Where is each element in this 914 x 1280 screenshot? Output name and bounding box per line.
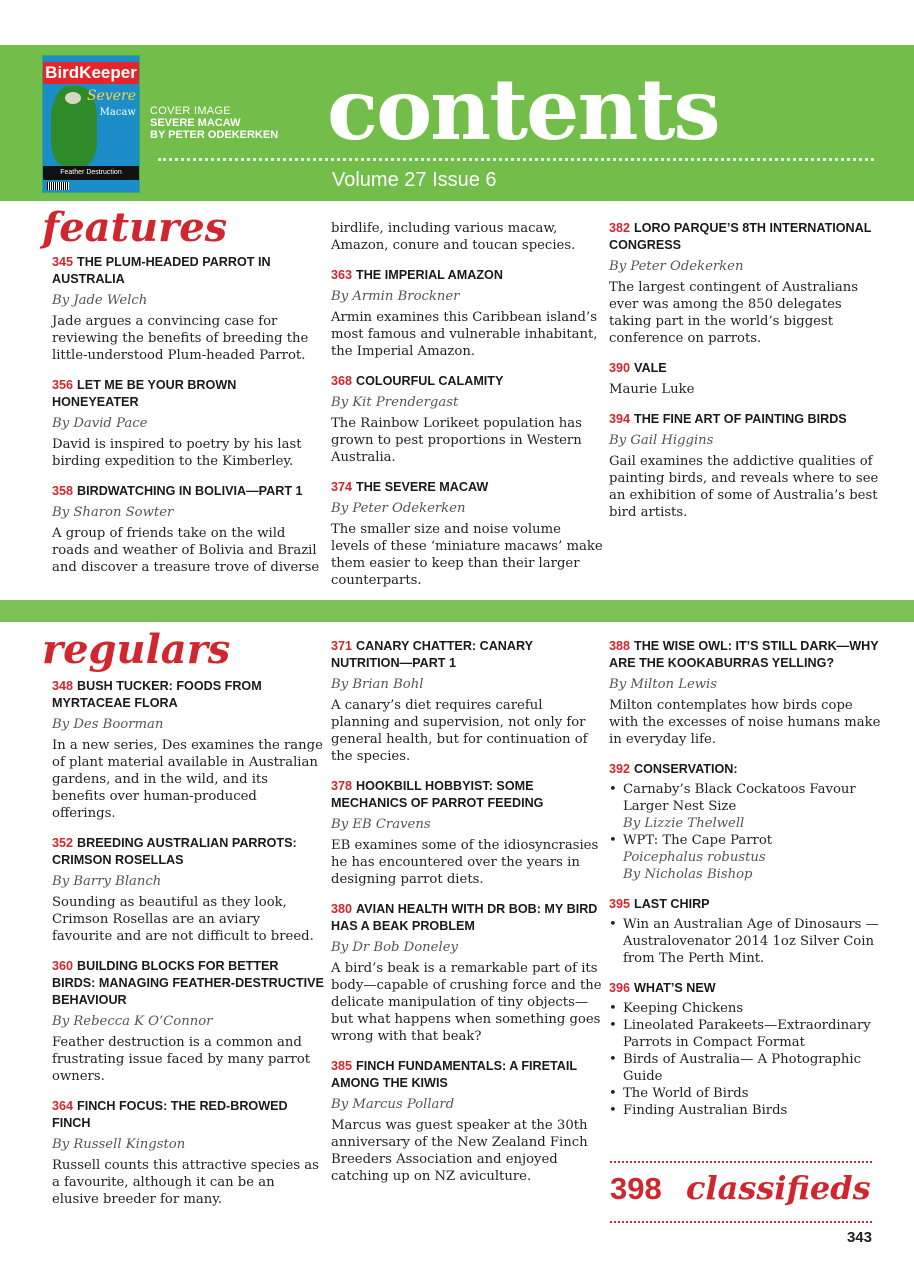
- entry-heading[interactable]: [331, 479, 603, 496]
- entry-title: THE FINE ART OF PAINTING BIRDS: [634, 412, 847, 426]
- bullet-text: Win an Australian Age of Dinosaurs —Australovenator 2014 1oz Silver Coin from The Perth Mint.: [623, 917, 879, 966]
- entry-page-number: 380: [331, 902, 353, 916]
- contents-entry[interactable]: [609, 638, 881, 748]
- entry-title: VALE: [634, 361, 667, 375]
- entry-description: A canary’s diet requires careful planning and supervision, not only for general health, but for continuation of the species.: [331, 698, 588, 764]
- contents-entry[interactable]: [52, 483, 324, 576]
- contents-entry[interactable]: [331, 267, 603, 360]
- entry-author: By Kit Prendergast: [331, 395, 459, 410]
- cover-subject: SEVERE MACAW: [150, 117, 241, 129]
- section-divider-band: [0, 600, 914, 622]
- bullet-item: [609, 781, 881, 832]
- entry-description: The smaller size and noise volume levels of these ‘miniature macaws’ make them easier to keep than their larger counterparts.: [331, 522, 603, 588]
- entry-page-number: 378: [331, 779, 353, 793]
- entry-page-number: 392: [609, 762, 631, 776]
- entry-page-number: 358: [52, 484, 74, 498]
- contents-entry[interactable]: [331, 638, 603, 765]
- entry-description: Russell counts this attractive species as a favourite, although it can be an elusive breeder for many.: [52, 1158, 319, 1207]
- entry-author: By Peter Odekerken: [331, 501, 466, 516]
- entry-title: CANARY CHATTER: CANARY NUTRITION—PART 1: [331, 639, 533, 670]
- bullet-text: Carnaby’s Black Cockatoos Favour Larger Nest Size: [623, 782, 856, 814]
- bullet-item: [609, 916, 881, 967]
- entry-heading[interactable]: [52, 958, 324, 1009]
- entry-page-number: 394: [609, 412, 631, 426]
- header-band: [0, 45, 914, 201]
- header-dotted-rule: [158, 158, 874, 161]
- entry-page-number: 360: [52, 959, 74, 973]
- entry-page-number: 368: [331, 374, 353, 388]
- entry-heading[interactable]: [52, 835, 324, 869]
- entry-author: By Sharon Sowter: [52, 505, 174, 520]
- entry-heading[interactable]: [52, 678, 324, 712]
- contents-entry[interactable]: [52, 958, 324, 1085]
- entry-title: HOOKBILL HOBBYIST: SOME MECHANICS OF PARROT FEEDING: [331, 779, 544, 810]
- contents-entry[interactable]: [609, 411, 881, 521]
- entry-author: By EB Cravens: [331, 817, 431, 832]
- classifieds-label: classifieds: [686, 1169, 871, 1207]
- contents-entry[interactable]: [609, 980, 881, 1119]
- entry-heading[interactable]: [52, 254, 324, 288]
- features-column-3: [609, 220, 881, 534]
- entry-heading[interactable]: [331, 267, 603, 284]
- contents-entry[interactable]: [52, 1098, 324, 1208]
- bullet-text: Lineolated Parakeets—Extraordinary Parrots in Compact Format: [623, 1018, 871, 1050]
- entry-author: By Dr Bob Doneley: [331, 940, 458, 955]
- contents-entry[interactable]: [331, 901, 603, 1045]
- entry-page-number: 374: [331, 480, 353, 494]
- bullet-item: [609, 1085, 881, 1102]
- entry-page-number: 352: [52, 836, 74, 850]
- entry-page-number: 396: [609, 981, 631, 995]
- entry-title: COLOURFUL CALAMITY: [356, 374, 504, 388]
- entry-description: David is inspired to poetry by his last birding expedition to the Kimberley.: [52, 437, 302, 469]
- entry-heading[interactable]: [609, 638, 881, 672]
- entry-author: By Brian Bohl: [331, 677, 424, 692]
- features-column-1: [52, 254, 324, 589]
- entry-page-number: 395: [609, 897, 631, 911]
- regulars-column-3: [609, 638, 881, 1132]
- entry-title: AVIAN HEALTH WITH DR BOB: MY BIRD HAS A BEAK PROBLEM: [331, 902, 598, 933]
- cover-masthead: BirdKeeper: [43, 62, 139, 84]
- entry-author: By David Pace: [52, 416, 148, 431]
- entry-author: By Armin Brockner: [331, 289, 460, 304]
- classifieds-page-number: 398: [610, 1171, 662, 1206]
- entry-page-number: 345: [52, 255, 74, 269]
- entry-description: Jade argues a convincing case for reviewing the benefits of breeding the little-understood Plum-headed Parrot.: [52, 314, 309, 363]
- entry-heading[interactable]: [331, 778, 603, 812]
- cover-strip: Feather Destruction: [43, 166, 139, 180]
- entry-description: Milton contemplates how birds cope with the excesses of noise humans make in everyday life.: [609, 698, 881, 747]
- entry-bullet-list: [609, 916, 881, 967]
- page-number: 343: [846, 1229, 872, 1246]
- cover-credit: BY PETER ODEKERKEN: [150, 129, 279, 141]
- entry-heading[interactable]: [331, 638, 603, 672]
- entry-description: Gail examines the addictive qualities of painting birds, and reveals where to see an exhibition of some of Australia’s best bird artists.: [609, 454, 879, 520]
- barcode-icon: [47, 182, 69, 190]
- entry-heading[interactable]: [609, 360, 881, 377]
- entry-title: CONSERVATION:: [634, 762, 738, 776]
- contents-entry[interactable]: [609, 220, 881, 347]
- entry-title: FINCH FOCUS: THE RED-BROWED FINCH: [52, 1099, 288, 1130]
- entry-author: By Barry Blanch: [52, 874, 162, 889]
- macaw-beak: [65, 92, 81, 104]
- entry-description: In a new series, Des examines the range of plant material available in Australian gardens, and in the wild, and its benefits over human-produced offerings.: [52, 738, 323, 821]
- bullet-text: Finding Australian Birds: [623, 1103, 788, 1118]
- page-title: contents: [327, 60, 719, 159]
- entry-heading[interactable]: [609, 980, 881, 997]
- bullet-text: Keeping Chickens: [623, 1001, 744, 1016]
- entry-page-number: 390: [609, 361, 631, 375]
- entry-description: A bird’s beak is a remarkable part of its body—capable of crushing force and the delicate manipulation of tiny objects—but what happens when something goes wrong with that beak?: [331, 961, 602, 1044]
- contents-entry[interactable]: [609, 360, 881, 398]
- entry-description: The largest contingent of Australians ever was among the 850 delegates taking part in the world’s biggest conference on parrots.: [609, 280, 859, 346]
- bullet-subtext: Poicephalus robustus: [623, 850, 766, 865]
- entry-title: BUILDING BLOCKS FOR BETTER BIRDS: MANAGING FEATHER-DESTRUCTIVE BEHAVIOUR: [52, 959, 324, 1007]
- entry-author: By Milton Lewis: [609, 677, 718, 692]
- contents-entry[interactable]: [609, 896, 881, 967]
- entry-title: LET ME BE YOUR BROWN HONEYEATER: [52, 378, 237, 409]
- entry-description: A group of friends take on the wild roads and weather of Bolivia and Brazil and discover a treasure trove of diverse: [52, 526, 320, 575]
- contents-entry[interactable]: [52, 678, 324, 822]
- contents-entry[interactable]: [331, 479, 603, 589]
- cover-headline: Severe: [86, 88, 136, 104]
- entry-heading[interactable]: [52, 377, 324, 411]
- entry-page-number: 371: [331, 639, 353, 653]
- regulars-column-1: [52, 678, 324, 1221]
- bullet-item: [609, 1000, 881, 1017]
- entry-bullet-list: [609, 781, 881, 883]
- entry-page-number: 348: [52, 679, 74, 693]
- regulars-column-2: [331, 638, 603, 1198]
- entry-heading[interactable]: [609, 896, 881, 913]
- bullet-item: [609, 1102, 881, 1119]
- entry-description: Marcus was guest speaker at the 30th anniversary of the New Zealand Finch Breeders Association and enjoyed catching up on NZ aviculture.: [331, 1118, 588, 1184]
- entry-description: Armin examines this Caribbean island’s most famous and vulnerable inhabitant, the Imperial Amazon.: [331, 310, 598, 359]
- entry-heading[interactable]: [52, 483, 324, 500]
- entry-page-number: 363: [331, 268, 353, 282]
- entry-title: FINCH FUNDAMENTALS: A FIRETAIL AMONG THE KIWIS: [331, 1059, 577, 1090]
- bullet-subtext: By Lizzie Thelwell: [623, 816, 745, 831]
- entry-title: THE PLUM-HEADED PARROT IN AUSTRALIA: [52, 255, 271, 286]
- entry-title: LAST CHIRP: [634, 897, 710, 911]
- entry-description: Maurie Luke: [609, 382, 695, 397]
- features-column-2: [331, 220, 603, 602]
- entry-description: The Rainbow Lorikeet population has grown to pest proportions in Western Australia.: [331, 416, 582, 465]
- contents-entry[interactable]: [331, 373, 603, 466]
- entry-page-number: 364: [52, 1099, 74, 1113]
- cover-image[interactable]: [42, 55, 140, 193]
- entry-page-number: 388: [609, 639, 631, 653]
- entry-title: BIRDWATCHING IN BOLIVIA—PART 1: [77, 484, 303, 498]
- entry-heading[interactable]: [331, 1058, 603, 1092]
- contents-entry[interactable]: [52, 835, 324, 945]
- entry-author: By Des Boorman: [52, 717, 164, 732]
- entry-description: Feather destruction is a common and frustrating issue faced by many parrot owners.: [52, 1035, 311, 1084]
- entry-title: THE WISE OWL: IT’S STILL DARK—WHY ARE THE KOOKABURRAS YELLING?: [609, 639, 879, 670]
- entry-author: By Rebecca K O’Connor: [52, 1014, 213, 1029]
- entry-description: EB examines some of the idiosyncrasies he has encountered over the years in designing parrot diets.: [331, 838, 599, 887]
- bullet-author: By Nicholas Bishop: [623, 867, 753, 882]
- entry-page-number: 356: [52, 378, 74, 392]
- continued-text: birdlife, including various macaw, Amazon, conure and toucan species.: [331, 221, 576, 253]
- entry-heading[interactable]: [52, 1098, 324, 1132]
- entry-heading[interactable]: [609, 761, 881, 778]
- entry-author: By Gail Higgins: [609, 433, 714, 448]
- contents-entry[interactable]: [52, 377, 324, 470]
- contents-entry[interactable]: [331, 778, 603, 888]
- contents-entry[interactable]: [52, 254, 324, 364]
- bullet-item: [609, 1017, 881, 1051]
- regulars-heading: regulars: [42, 626, 231, 673]
- entry-title: LORO PARQUE’S 8TH INTERNATIONAL CONGRESS: [609, 221, 872, 252]
- bullet-item: [609, 1051, 881, 1085]
- entry-title: BUSH TUCKER: FOODS FROM MYRTACEAE FLORA: [52, 679, 262, 710]
- entry-page-number: 385: [331, 1059, 353, 1073]
- entry-description: Sounding as beautiful as they look, Crimson Rosellas are an aviary favourite and are not difficult to breed.: [52, 895, 314, 944]
- entry-heading[interactable]: [609, 220, 881, 254]
- contents-entry[interactable]: [331, 1058, 603, 1185]
- entry-title: BREEDING AUSTRALIAN PARROTS: CRIMSON ROSELLAS: [52, 836, 297, 867]
- entry-author: By Jade Welch: [52, 293, 148, 308]
- volume-issue: Volume 27 Issue 6: [332, 169, 497, 191]
- entry-heading[interactable]: [331, 373, 603, 390]
- entry-heading[interactable]: [331, 901, 603, 935]
- cover-label: [150, 105, 278, 141]
- entry-title: THE IMPERIAL AMAZON: [356, 268, 503, 282]
- bullet-text: WPT: The Cape Parrot: [623, 833, 773, 848]
- entry-title: WHAT’S NEW: [634, 981, 716, 995]
- entry-title: THE SEVERE MACAW: [356, 480, 489, 494]
- bullet-text: The World of Birds: [623, 1086, 749, 1101]
- entry-page-number: 382: [609, 221, 631, 235]
- classifieds-box[interactable]: [610, 1161, 872, 1223]
- bullet-item: [609, 832, 881, 883]
- features-heading: features: [42, 204, 228, 251]
- entry-author: By Peter Odekerken: [609, 259, 744, 274]
- entry-heading[interactable]: [609, 411, 881, 428]
- bullet-text: Birds of Australia— A Photographic Guide: [623, 1052, 861, 1084]
- cover-headline-sub: Macaw: [99, 107, 136, 118]
- entry-author: By Marcus Pollard: [331, 1097, 455, 1112]
- entry-bullet-list: [609, 1000, 881, 1119]
- entry-author: By Russell Kingston: [52, 1137, 186, 1152]
- contents-entry[interactable]: [609, 761, 881, 883]
- cover-label-title: COVER IMAGE: [150, 105, 231, 117]
